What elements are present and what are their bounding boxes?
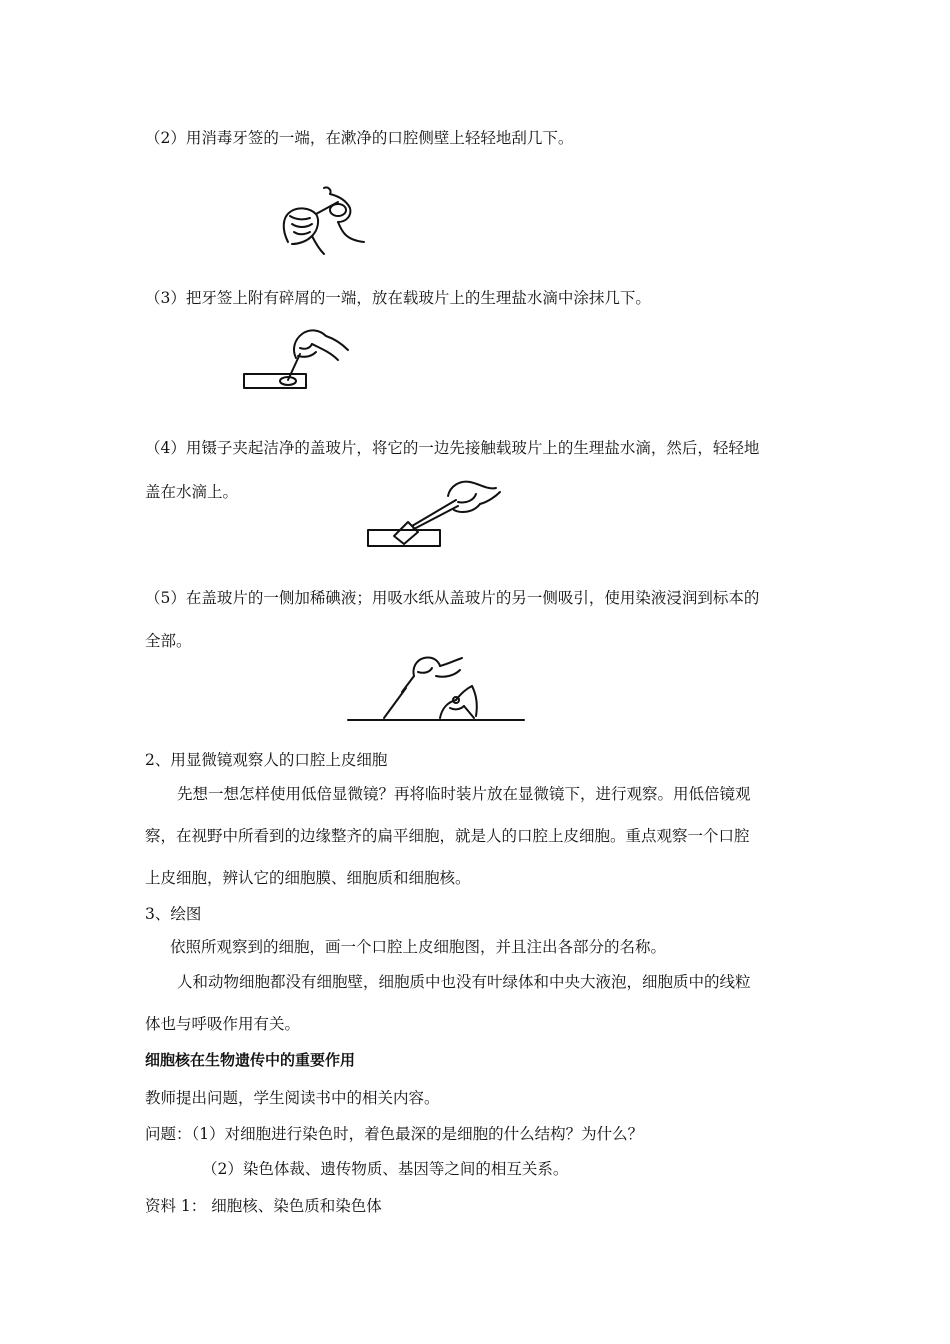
section3-paragraph2-line2: 体也与呼吸作用有关。 — [145, 1015, 301, 1033]
step2-text: （2）用消毒牙签的一端，在漱净的口腔侧壁上轻轻地刮几下。 — [145, 129, 574, 147]
iodine-staining-illustration — [344, 648, 528, 726]
section3-paragraph1: 依照所观察到的细胞，画一个口腔上皮细胞图，并且注出各部分的名称。 — [170, 938, 667, 956]
section2-paragraph-line2: 察，在视野中所看到的边缘整齐的扁平细胞，就是人的口腔上皮细胞。重点观察一个口腔 — [145, 827, 750, 845]
nucleus-heading: 细胞核在生物遗传中的重要作用 — [145, 1051, 356, 1069]
step3-text: （3）把牙签上附有碎屑的一端，放在载玻片上的生理盐水滴中涂抹几下。 — [145, 289, 651, 307]
section3-heading: 3、绘图 — [145, 905, 202, 923]
question-1: 问题：（1）对细胞进行染色时，着色最深的是细胞的什么结构？为什么？ — [145, 1125, 644, 1143]
cheek-scraping-illustration — [276, 182, 372, 262]
section2-paragraph-line1: 先想一想怎样使用低倍显微镜？再将临时装片放在显微镜下，进行观察。用低倍镜观 — [177, 785, 751, 803]
step5-text-line2: 全部。 — [145, 632, 192, 650]
smear-slide-illustration — [240, 318, 352, 394]
material-1: 资料 1： 细胞核、染色质和染色体 — [145, 1197, 382, 1215]
section2-heading: 2、用显微镜观察人的口腔上皮细胞 — [145, 751, 388, 769]
section3-paragraph2-line1: 人和动物细胞都没有细胞壁，细胞质中也没有叶绿体和中央大液泡，细胞质中的线粒 — [177, 973, 751, 991]
coverslip-tweezers-illustration — [362, 474, 504, 554]
section2-paragraph-line3: 上皮细胞，辨认它的细胞膜、细胞质和细胞核。 — [145, 869, 471, 887]
question-2: （2）染色体裁、遗传物质、基因等之间的相互关系。 — [202, 1160, 569, 1178]
nucleus-intro: 教师提出问题，学生阅读书中的相关内容。 — [145, 1089, 440, 1107]
step4-text-line1: （4）用镊子夹起洁净的盖玻片，将它的一边先接触载玻片上的生理盐水滴，然后，轻轻地 — [145, 439, 760, 457]
step5-text-line1: （5）在盖玻片的一侧加稀碘液；用吸水纸从盖玻片的另一侧吸引，使用染液浸润到标本的 — [145, 589, 760, 607]
step4-text-line2: 盖在水滴上。 — [145, 483, 239, 501]
